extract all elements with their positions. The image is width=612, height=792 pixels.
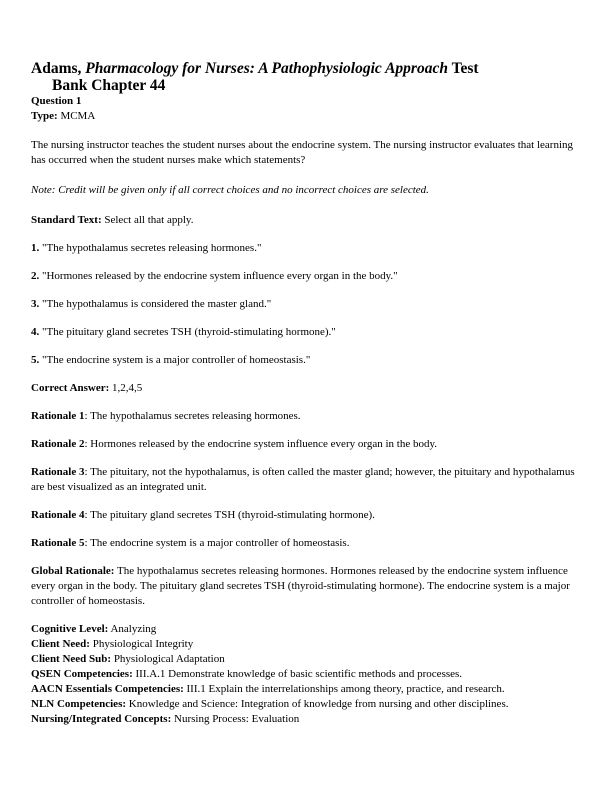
rationale-label: Rationale 5	[31, 537, 85, 549]
option-text: "The hypothalamus secretes releasing hormones."	[42, 242, 262, 254]
correct-answer-label: Correct Answer:	[31, 382, 110, 394]
category-label: Nursing/Integrated Concepts:	[31, 713, 172, 725]
standard-text-value: Select all that apply.	[104, 214, 194, 226]
category-value: Physiological Integrity	[92, 638, 194, 650]
standard-text-label: Standard Text:	[31, 214, 102, 226]
question-categories	[31, 622, 581, 727]
standard-text	[31, 213, 581, 228]
category-row	[31, 622, 581, 637]
option-number: 4.	[31, 326, 40, 338]
option-number: 5.	[31, 354, 40, 366]
category-row	[31, 667, 581, 682]
global-rationale-text: The hypothalamus secretes releasing hormones. Hormones released by the endocrine system influence every organ in the body. The pituitary gland secretes TSH (thyroid-stimulating hormone). The endocrine system is a major controller of homeostasis.	[31, 565, 570, 607]
rationale-text: : The endocrine system is a major controller of homeostasis.	[84, 537, 350, 549]
rationale	[31, 536, 581, 551]
rationale-text: : The pituitary gland secretes TSH (thyroid-stimulating hormone).	[84, 509, 375, 521]
category-row	[31, 652, 581, 667]
option-number: 1.	[31, 242, 40, 254]
category-value: Analyzing	[110, 623, 157, 635]
rationale	[31, 409, 581, 424]
rationale-label: Rationale 3	[31, 466, 85, 478]
question-stem: The nursing instructor teaches the student nurses about the endocrine system. The nursing instructor evaluates that learning has occurred when the student nurses make which statements?	[31, 139, 574, 166]
rationale-text: : The hypothalamus secretes releasing hormones.	[84, 410, 301, 422]
credit-note: Note: Credit will be given only if all correct choices and no incorrect choices are selected.	[31, 184, 429, 196]
rationale	[31, 437, 581, 452]
title-suffix: Test	[447, 60, 479, 77]
option-text: "The pituitary gland secretes TSH (thyroid-stimulating hormone)."	[42, 326, 336, 338]
answer-option	[31, 325, 581, 340]
answer-option	[31, 241, 581, 256]
category-row	[31, 637, 581, 652]
question-type	[31, 109, 581, 124]
category-label: AACN Essentials Competencies:	[31, 683, 184, 695]
document-title	[31, 60, 581, 94]
category-label: NLN Competencies:	[31, 698, 127, 710]
category-label: QSEN Competencies:	[31, 668, 133, 680]
option-number: 2.	[31, 270, 40, 282]
document-page	[31, 60, 581, 727]
category-value: III.A.1 Demonstrate knowledge of basic scientific methods and processes.	[135, 668, 463, 680]
answer-option	[31, 353, 581, 368]
title-book-name: Pharmacology for Nurses: A Pathophysiologic Approach	[85, 60, 448, 77]
rationale-label: Rationale 1	[31, 410, 85, 422]
rationale-label: Rationale 4	[31, 509, 85, 521]
correct-answer-value: 1,2,4,5	[112, 382, 143, 394]
correct-answer	[31, 381, 581, 396]
global-rationale	[31, 564, 581, 609]
title-prefix: Adams,	[31, 60, 86, 77]
answer-option	[31, 297, 581, 312]
rationale	[31, 465, 581, 495]
category-label: Cognitive Level:	[31, 623, 109, 635]
category-value: Physiological Adaptation	[113, 653, 225, 665]
option-number: 3.	[31, 298, 40, 310]
rationale-text: : The pituitary, not the hypothalamus, is often called the master gland; however, the pituitary and hypothalamus are best visualized as an integrated unit.	[31, 466, 575, 493]
rationale-text: : Hormones released by the endocrine system influence every organ in the body.	[84, 438, 437, 450]
question-type-label: Type:	[31, 110, 58, 122]
category-row	[31, 712, 581, 727]
option-text: "Hormones released by the endocrine system influence every organ in the body."	[42, 270, 398, 282]
rationales	[31, 409, 581, 551]
category-value: III.1 Explain the interrelationships among theory, practice, and research.	[186, 683, 505, 695]
option-text: "The hypothalamus is considered the master gland."	[42, 298, 272, 310]
category-label: Client Need Sub:	[31, 653, 112, 665]
global-rationale-label: Global Rationale:	[31, 565, 115, 577]
option-text: "The endocrine system is a major controller of homeostasis."	[42, 354, 311, 366]
category-value: Nursing Process: Evaluation	[174, 713, 300, 725]
category-row	[31, 682, 581, 697]
rationale-label: Rationale 2	[31, 438, 85, 450]
category-row	[31, 697, 581, 712]
question-label: Question 1	[31, 95, 82, 107]
answer-options	[31, 241, 581, 368]
answer-option	[31, 269, 581, 284]
rationale	[31, 508, 581, 523]
question-type-value: MCMA	[60, 110, 96, 122]
category-value: Knowledge and Science: Integration of knowledge from nursing and other disciplines.	[128, 698, 509, 710]
title-line-2: Bank Chapter 44	[52, 77, 166, 94]
category-label: Client Need:	[31, 638, 90, 650]
